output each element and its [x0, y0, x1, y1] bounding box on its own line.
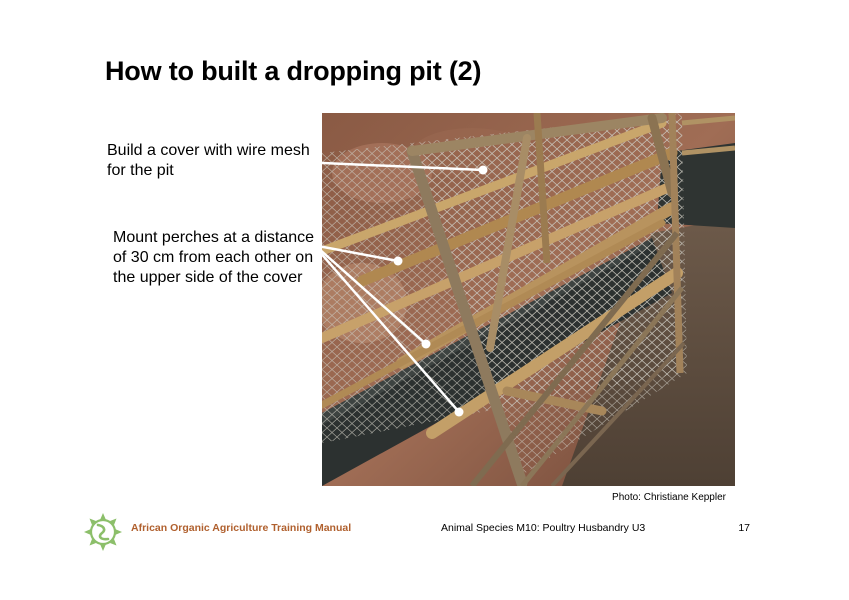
page-number: 17 — [738, 522, 750, 534]
photo-credit: Photo: Christiane Keppler — [612, 492, 726, 503]
annotation-wire-mesh-cover: Build a cover with wire mesh for the pit — [107, 142, 310, 179]
slide-title: How to built a dropping pit (2) — [105, 56, 482, 86]
footer-brand: African Organic Agriculture Training Manual — [131, 522, 352, 534]
sunflower-logo-icon — [84, 513, 122, 551]
dropping-pit-photo — [322, 113, 735, 486]
footer-course: Animal Species M10: Poultry Husbandry U3 — [441, 522, 646, 534]
annotation-perch-spacing: Mount perches at a distance of 30 cm from each other on the upper side of the cover — [113, 229, 315, 286]
